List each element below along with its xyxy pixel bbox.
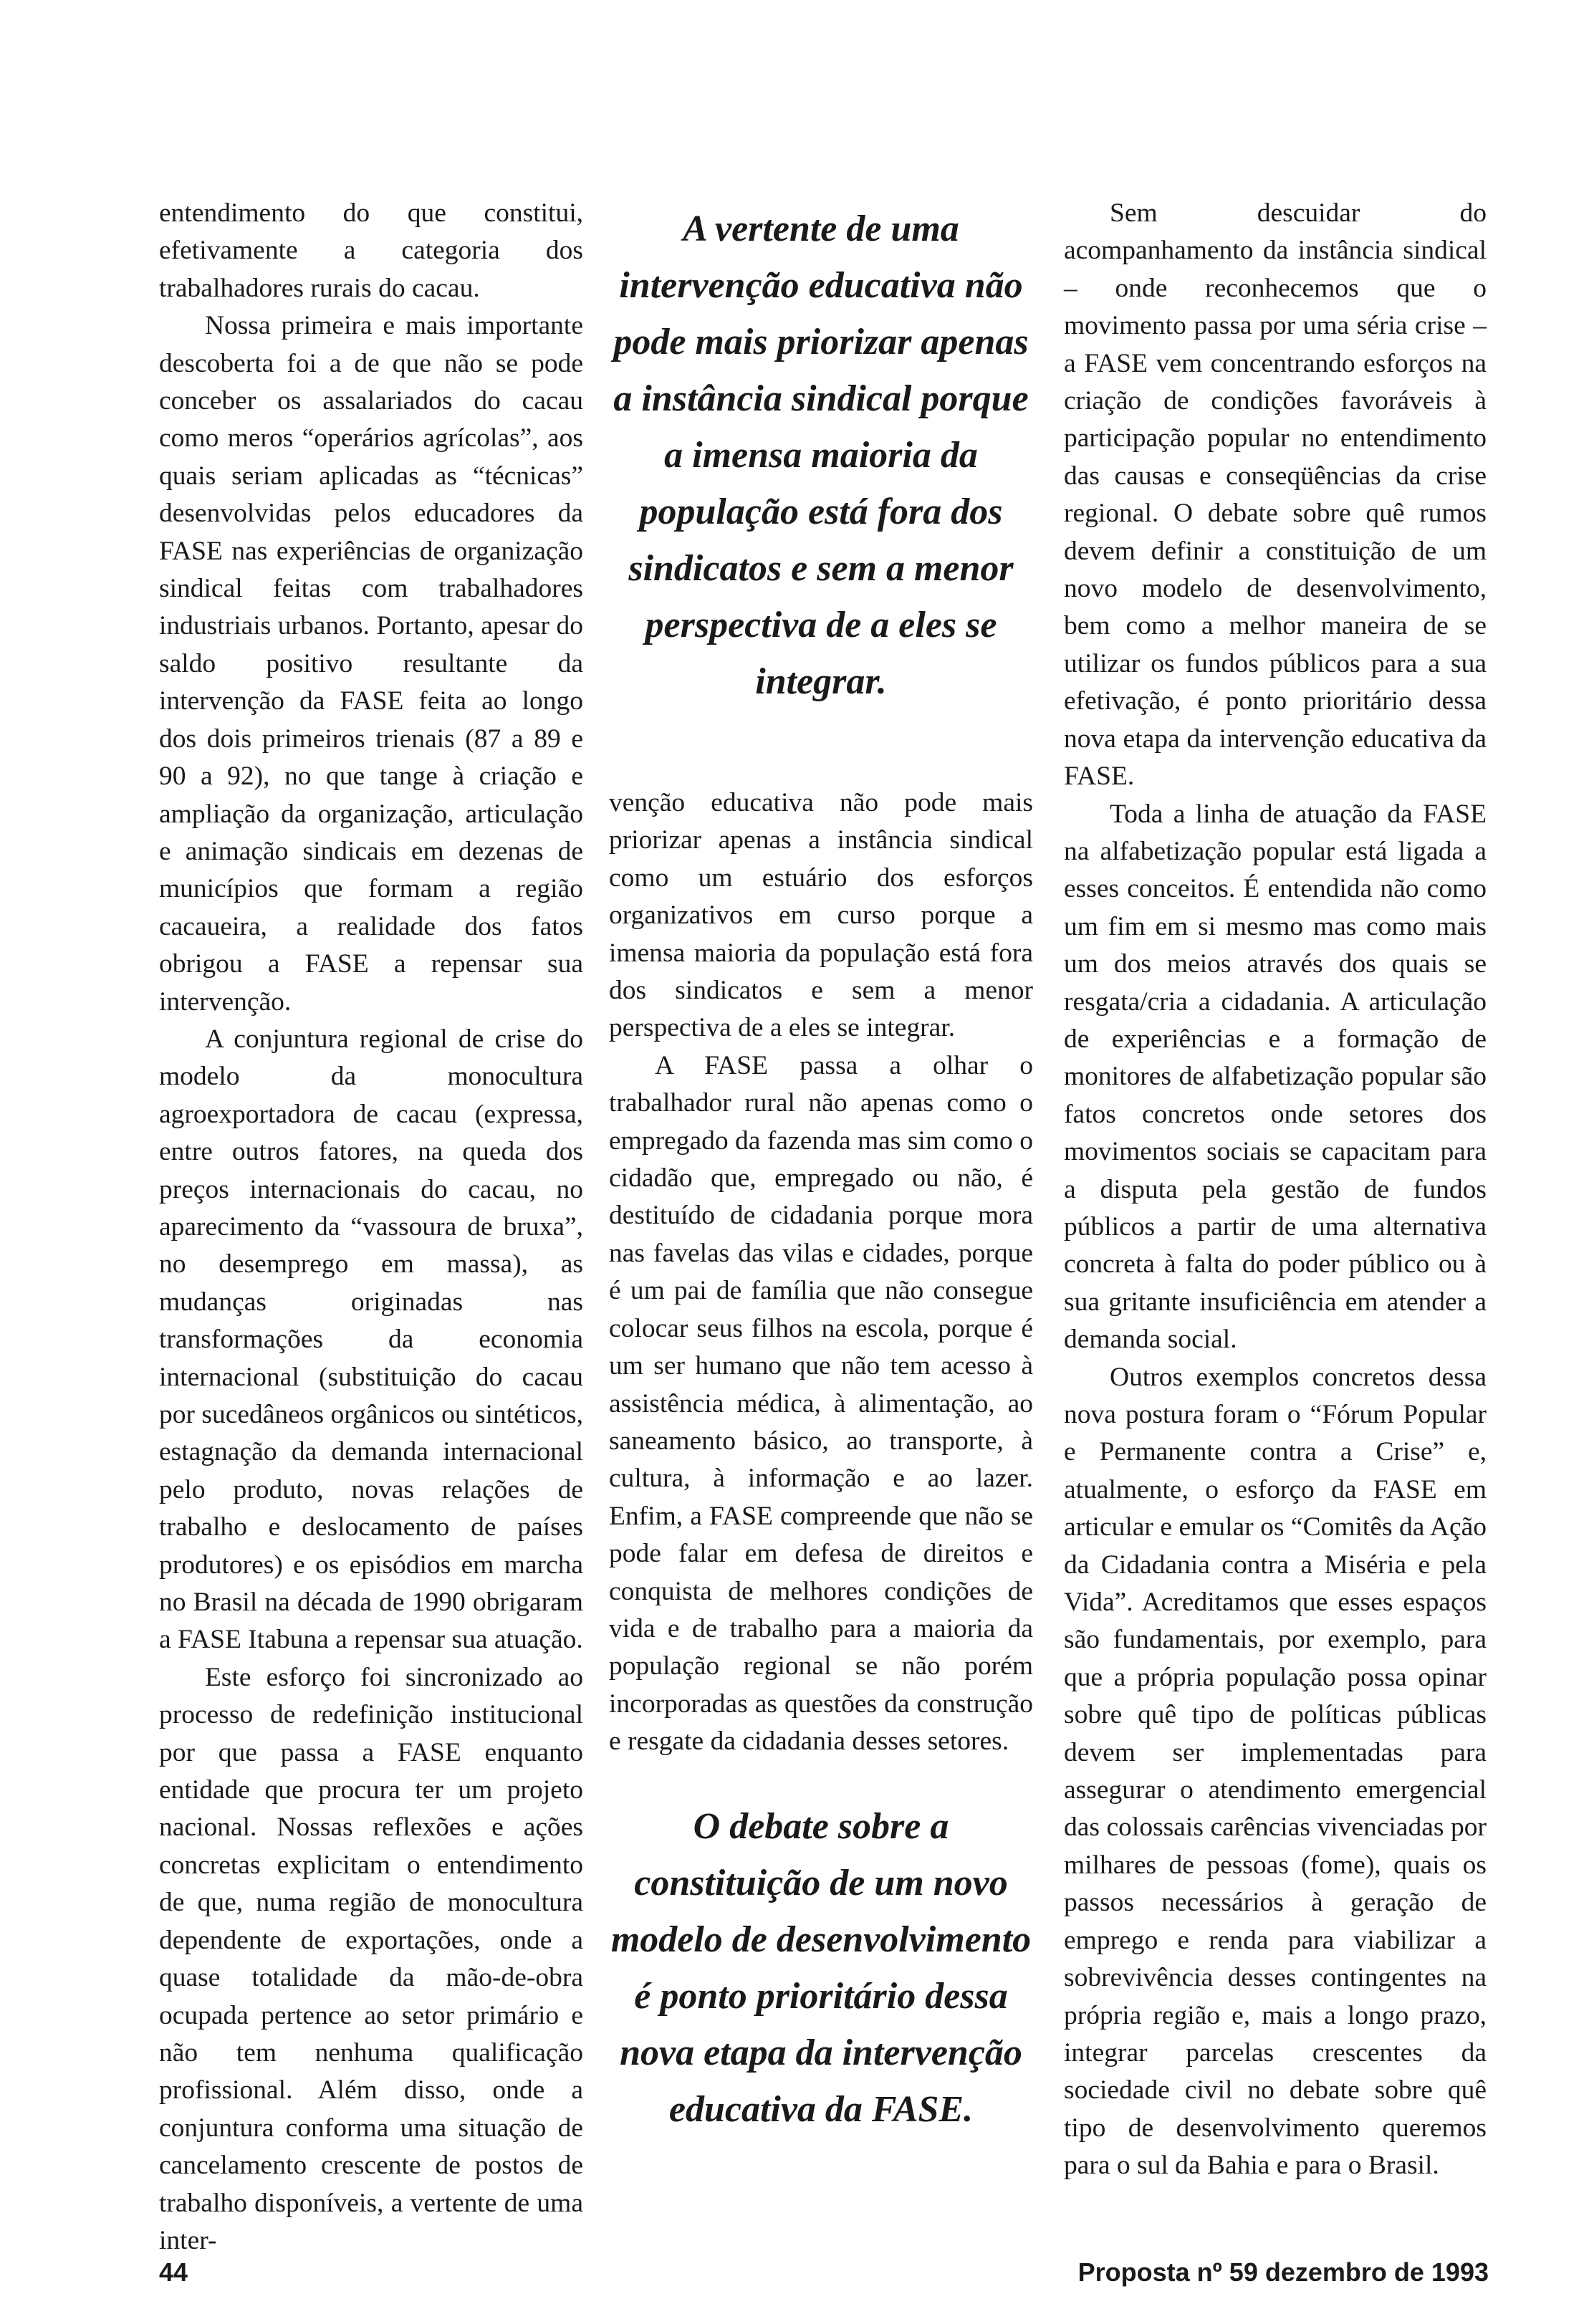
paragraph: venção educativa não pode mais priorizar apenas a instância sindical como um estuário dos esforços organizativos em curso porque a imensa maioria da população está fora dos sindicatos e sem a menor perspectiva de a eles se integrar. bbox=[609, 788, 1033, 1043]
pull-quote: A vertente de uma intervenção educativa não pode mais priorizar apenas a instância sindical porque a imensa maioria da população está fora dos sindicatos e sem a menor perspectiva de a eles se integrar. bbox=[613, 208, 1029, 702]
paragraph: Nossa primeira e mais importante descoberta foi a de que não se pode conceber os assalariados do cacau como meros “operários agrícolas”, aos quais seriam aplicadas as “técnicas” desenvolvidas pelos educadores da FASE nas experiências de organização sindical feitas com trabalhadores industriais urbanos. Portanto, apesar do saldo positivo resultante da intervenção da FASE feita ao longo dos dois primeiros trienais (87 a 89 e 90 a 92), no que tange à criação e ampliação da organização, articulação e animação sindicais em dezenas de municípios que formam a região cacaueira, a realidade dos fatos obrigou a FASE a repensar sua intervenção. bbox=[159, 311, 583, 1017]
right-column bbox=[1064, 195, 1487, 2185]
paragraph: Outros exemplos concretos dessa nova postura foram o “Fórum Popular e Permanente contra a Crise” e, atualmente, o esforço da FASE em articular e emular os “Comitês da Ação da Cidadania contra a Miséria e pela Vida”. Acreditamos que esses espaços são fundamentais, por exemplo, para que a própria população possa opinar sobre quê tipo de políticas públicas devem ser implementadas para assegurar o atendimento emergencial das colossais carências vivenciadas por milhares de pessoas (fome), quais os passos necessários à geração de emprego e renda para viabilizar a sobrevivência desses contingentes na própria região e, mais a longo prazo, integrar parcelas crescentes da sociedade civil no debate sobre quê tipo de desenvolvimento queremos para o sul da Bahia e para o Brasil. bbox=[1064, 1362, 1487, 2181]
paragraph: entendimento do que constitui, efetivamente a categoria dos trabalhadores rurais do cacau. bbox=[159, 198, 583, 303]
paragraph: Este esforço foi sincronizado ao processo de redefinição institucional por que passa a FASE enquanto entidade que procura ter um projeto nacional. Nossas reflexões e ações concretas explicitam o entendimento de que, numa região de monocultura dependente de exportações, onde a quase totalidade da mão-de-obra ocupada pertence ao setor primário e não tem nenhuma qualificação profissional. Além disso, onde a conjuntura conforma uma situação de cancelamento crescente de postos de trabalho disponíveis, a vertente de uma inter- bbox=[159, 1662, 583, 2255]
middle-column bbox=[609, 784, 1033, 1761]
paragraph: Toda a linha de atuação da FASE na alfabetização popular está ligada a esses conceitos. É entendida não como um fim em si mesmo mas como mais um dos meios através dos quais se resgata/cria a cidadania. A articulação de experiências e a formação de monitores de alfabetização popular são fatos concretos onde setores dos movimentos sociais se capacitam para a disputa pela gestão de fundos públicos a partir de uma alternativa concreta à falta do poder público ou à sua gritante insuficiência em atender a demanda social. bbox=[1064, 799, 1487, 1355]
left-column bbox=[159, 195, 583, 2260]
page-number: 44 bbox=[159, 2257, 188, 2287]
pull-quote: O debate sobre a constituição de um novo modelo de desenvolvimento é ponto prioritário dessa nova etapa da intervenção educativa da FASE. bbox=[610, 1806, 1032, 2130]
paragraph: Sem descuidar do acompanhamento da instância sindical – onde reconhecemos que o movimento passa por uma séria crise – a FASE vem concentrando esforços na criação de condições favoráveis à participação popular no entendimento das causas e conseqüências da crise regional. O debate sobre quê rumos devem definir a constituição de um novo modelo de desenvolvimento, bem como a melhor maneira de se utilizar os fundos públicos para a sua efetivação, é ponto prioritário dessa nova etapa da intervenção educativa da FASE. bbox=[1064, 198, 1487, 792]
paragraph: A FASE passa a olhar o trabalhador rural não apenas como o empregado da fazenda mas sim como o cidadão que, empregado ou não, é destituído de cidadania porque mora nas favelas das vilas e cidades, porque é um pai de família que não consegue colocar seus filhos na escola, porque é um ser humano que não tem acesso à assistência médica, à alimentação, ao saneamento básico, ao transporte, à cultura, à informação e ao lazer. Enfim, a FASE compreende que não se pode falar em defesa de direitos e conquista de melhores condições de vida e de trabalho para a maioria da população regional se não porém incorporadas as questões da construção e resgate da cidadania desses setores. bbox=[609, 1050, 1033, 1757]
footer-citation: Proposta nº 59 dezembro de 1993 bbox=[1077, 2257, 1489, 2287]
paragraph: A conjuntura regional de crise do modelo da monocultura agroexportadora de cacau (expressa, entre outros fatores, na queda dos preços internacionais do cacau, no aparecimento da “vassoura de bruxa”, no desemprego em massa), as mudanças originadas nas transformações da economia internacional (substituição do cacau por sucedâneos orgânicos ou sintéticos, estagnação da demanda internacional pelo produto, novas relações de trabalho e deslocamento de países produtores) e os episódios em marcha no Brasil na década de 1990 obrigaram a FASE Itabuna a repensar sua atuação. bbox=[159, 1024, 583, 1655]
